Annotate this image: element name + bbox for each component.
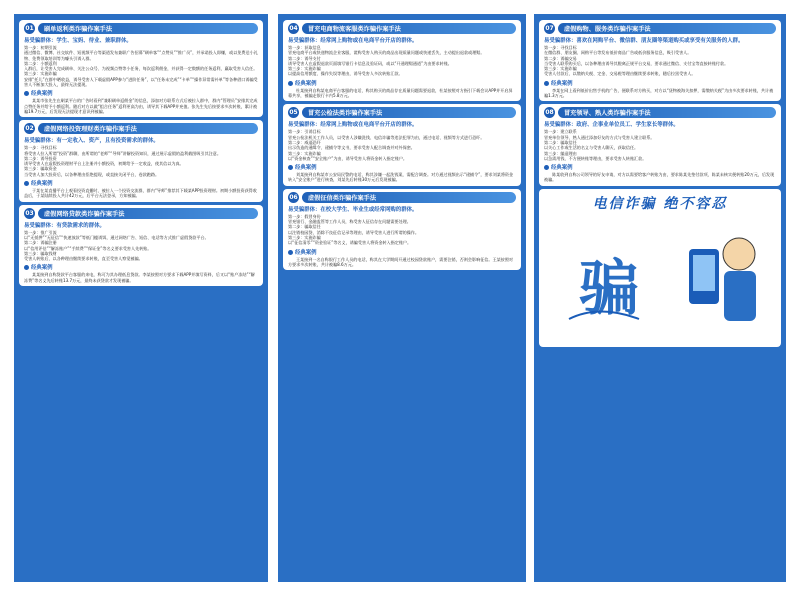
- section-number: 01: [25, 25, 34, 32]
- target-group: 易受骗群体：喜欢在网购平台、微信群、朋友圈等渠道购买或享受有关服务的人群。: [544, 38, 744, 44]
- case-text: 刘某接到自称某市公安局民警的电话，称其涉嫌一起洗钱案，需配合调查。对方通过视频出示“逮捕令”，要求刘某将资金转入“安全账户”进行核查，刘某先后转账30万元后发现被骗。: [288, 172, 514, 183]
- section-number: 04: [289, 25, 298, 32]
- slogan: 电信诈骗 绝不容忍: [592, 195, 728, 212]
- section-title: 刷单返利类诈骗作案手法: [38, 23, 258, 34]
- target-group: 易受骗群体：学生、宝妈、待业、兼职群体。: [24, 38, 132, 44]
- section-card: [19, 20, 263, 117]
- case-heading: 经典案例: [544, 163, 776, 171]
- panel-left: [14, 14, 268, 582]
- case-text: 王某接到一名自称银行工作人员的电话，称其在大学期间开通过校园贷款账户，需要注销，否则会影响征信。王某按照对方要求多次转账，共计被骗8.6万元。: [288, 256, 513, 267]
- target-group: 易受骗群体：有一定收入、资产，且有投资需求的群体。: [24, 138, 159, 145]
- section-card: [539, 20, 781, 101]
- slogan-illustration: [539, 189, 781, 347]
- case-heading: 经典案例: [288, 163, 516, 171]
- case-heading: 经典案例: [24, 263, 258, 271]
- section-number: 08: [545, 109, 554, 117]
- panel-right: [534, 14, 786, 582]
- section-card: [283, 104, 521, 185]
- fraud-illustration-icon: [539, 189, 779, 339]
- step-list: 第一步：假冒身份 冒充银行、金融监管等工作人员，称受害人征信存在问题需要处理。 第二步：骗取信任 以注销校园贷、消除不良征信记录等理由，诱导受害人进行所谓的操作。 第三步：实施诈骗 以“征信清零”“资金验证”等名义，诱骗受害人将资金转入指定账户。: [288, 213, 419, 246]
- section-title: 冒充公检法类诈骗作案手法: [302, 107, 516, 118]
- case-heading: 经典案例: [24, 179, 258, 187]
- step-list: 第一步：建立联系 冒充单位领导、熟人通过添加好友的方式与受害人建立联系。 第二步：骗取信任 以关心工作或生活的名义与受害人聊天，获取信任。 第三步：编造理由 以急需用钱、不方便转账等理由，要求受害人转账汇款。: [544, 129, 655, 161]
- case-heading: 经典案例: [544, 79, 776, 87]
- step-list: 第一步：寻找目标 在微信群、朋友圈、网购平台等发布低价商品广告或低价服务信息，吸引受害人。 第二步：诱骗交易 当受害人联系购买后，以各种理由诱导其脱离正规平台交易，要求通过微信、支付宝等直接转账付款。 第三步：实施诈骗 受害人付款后，以缴纳关税、定金、交易税等理由继续要求转账，随后拉黑受害人。: [544, 45, 729, 77]
- fraud-character: 骗: [579, 253, 639, 324]
- step-list: 第一步：寻找目标 将受害人拉入所谓“投资”群聊，由所谓的“老师”“导师”讲解投资知识，通过展示虚假的盈利截图吸引其注意。 第二步：诱导投资 诱导受害人在虚假投资理财平台上注册并小额投资，初期给予一定收益，使其信以为真。 第三步：骗取资金 当受害人加大投资后，以各种理由拒绝提现，或直接关闭平台，卷款跑路。: [24, 145, 221, 177]
- section-number: 06: [289, 193, 298, 201]
- step-list: 第一步：初期引流 通过微信、微博、社交软件、短视频平台等渠道发布兼职广告招募“刷单客”“点赞员”“推广员”，并承诺投入即赚，或以免费送小礼物、免费领取培训等为噱头引诱入群。 第二步：小额返利 入群后，让受害人完成刷单、关注公众号、为视频点赞等小任务，每次返利佣金，并获得一定数额的任务返利，赢取受害人信任。 第三步：实施诈骗 安排“托儿”在群中晒收益，诱导受害人下载虚假APP参与“进阶任务”，以“任务未完成”“卡单”“操作异常需补单”等各种借口诱骗受害人不断加大投入，最终无法提现。: [24, 45, 258, 88]
- case-text: 某某接到自称贷款平台客服的来电，称可为其办理低息贷款。李某按照对方要求下载APP并填写资料，后又以“账户冻结”“解冻费”等名义先后转账13.7万元，最终未获贷款才发现被骗。: [24, 272, 255, 283]
- section-card: [283, 189, 521, 270]
- section-number: 07: [545, 25, 554, 32]
- section-number: 03: [25, 209, 34, 217]
- section-title: 虚假购物、服务类诈骗作案手法: [558, 23, 776, 34]
- target-group: 易受骗群体：在校大学生、毕业生或经常网购的群体。: [288, 206, 418, 213]
- section-number: 05: [289, 109, 298, 117]
- case-heading: 经典案例: [24, 89, 258, 97]
- case-text: 陈某收到自称公司领导的好友申请，对方以需要给客户转账为由，要求陈某先垫付款项，陈某未核实便转账20万元，后发现被骗。: [544, 172, 775, 183]
- section-card: [19, 120, 263, 201]
- target-group: 易受骗群体：经常网上购物或在电商平台开店的群体。: [288, 122, 418, 129]
- section-card: [283, 20, 521, 101]
- section-title: 虚假网络投资理财类诈骗作案手法: [38, 123, 258, 134]
- target-group: 易受骗群体：有贷款需求的群体。: [24, 222, 105, 229]
- section-card: [539, 104, 781, 185]
- case-heading: 经典案例: [288, 79, 516, 87]
- target-group: 易受骗群体：政府、企事业单位员工、学生家长等群体。: [544, 122, 679, 129]
- step-list: 第一步：获取信息 冒充电商平台或快递物流企业客服，谎称受害人购买的商品出现质量问题或快递丢失，主动提出退款或理赔。 第二步：诱导支付 诱导受害人在虚假退款页面填写银行卡信息及验证码，或以“开通理赔通道”为由要求转账。 第三步：实施诈骗 以提高信用额度、操作失误等理由，诱导受害人多次转账汇款。: [288, 45, 485, 77]
- section-title: 虚假征信类诈骗作案手法: [302, 192, 516, 203]
- case-text: 杜某接到自称某电商平台客服的电话，称其购买的商品存在质量问题需要退款，杜某按照对方指引下载会议APP并开启屏幕共享，被骗走银行卡内5.8万元。: [288, 87, 513, 99]
- step-list: 第一步：引诱目标 冒充公检法机关工作人员，以受害人涉嫌洗钱、电信诈骗等违法犯罪为由，通过电话、视频等方式进行恐吓。 第二步：威逼恐吓 出示伪造的通缉令、逮捕令等文书，要求受害人配合调查并对外保密。 第三步：实施诈骗 以“资金核查”“安全账户”为由，诱导受害人将资金转入指定账户。: [288, 129, 485, 161]
- target-group: 易受骗群体：经常网上购物或在电商平台开店的群体。: [288, 38, 418, 44]
- case-heading: 经典案例: [288, 248, 516, 256]
- step-list: 第一步：推广引流 以“无抵押”“无征信”“快速放款”等低门槛诱饵，通过网络广告、短信、电话等方式推广虚假贷款平台。 第二步：诱骗注册 以“信用评估”“解冻账户”“手续费”“保证金”等名义要求受害人先转账。 第三步：骗取钱财 受害人转账后，以各种理由继续要求转账，直至受害人察觉被骗。: [24, 229, 209, 262]
- section-title: 冒充领导、熟人类诈骗作案手法: [558, 107, 776, 118]
- case-text: 李某在网上看到低价出售手机的广告，便联系对方购买，对方以“货物被海关扣押，需缴纳关税”为由多次要求转账，共计被骗1.3万元。: [544, 87, 774, 99]
- section-number: 02: [25, 125, 34, 133]
- section-card: [19, 205, 263, 286]
- panel-middle: [278, 14, 526, 582]
- section-title: 冒充电商物流客服类诈骗作案手法: [302, 23, 516, 34]
- case-text: 于某在某直播平台上观看投资直播时，被拉入一个投资交流群，群内“导师”推荐其下载某APP投资理财。初期小额投资获得收益后，于某陆续投入共计42万元，后平台无法登录，方知被骗。: [24, 188, 257, 199]
- case-text: 某某市张先生在刷某平台的广告时看到“兼职刷单返佣金”的信息，添加对方联系方式后被拉入群中，群内“管理员”安排其完成点赞任务并给予小额返利。随后对方以做“组合任务”返利更高为由，诱导其下载APP并充值。张先生先后按要求多次转账，累计被骗19.7万元，后发现无法提现才意识到被骗。: [24, 98, 258, 114]
- section-title: 虚假网络贷款类诈骗作案手法: [38, 208, 258, 219]
